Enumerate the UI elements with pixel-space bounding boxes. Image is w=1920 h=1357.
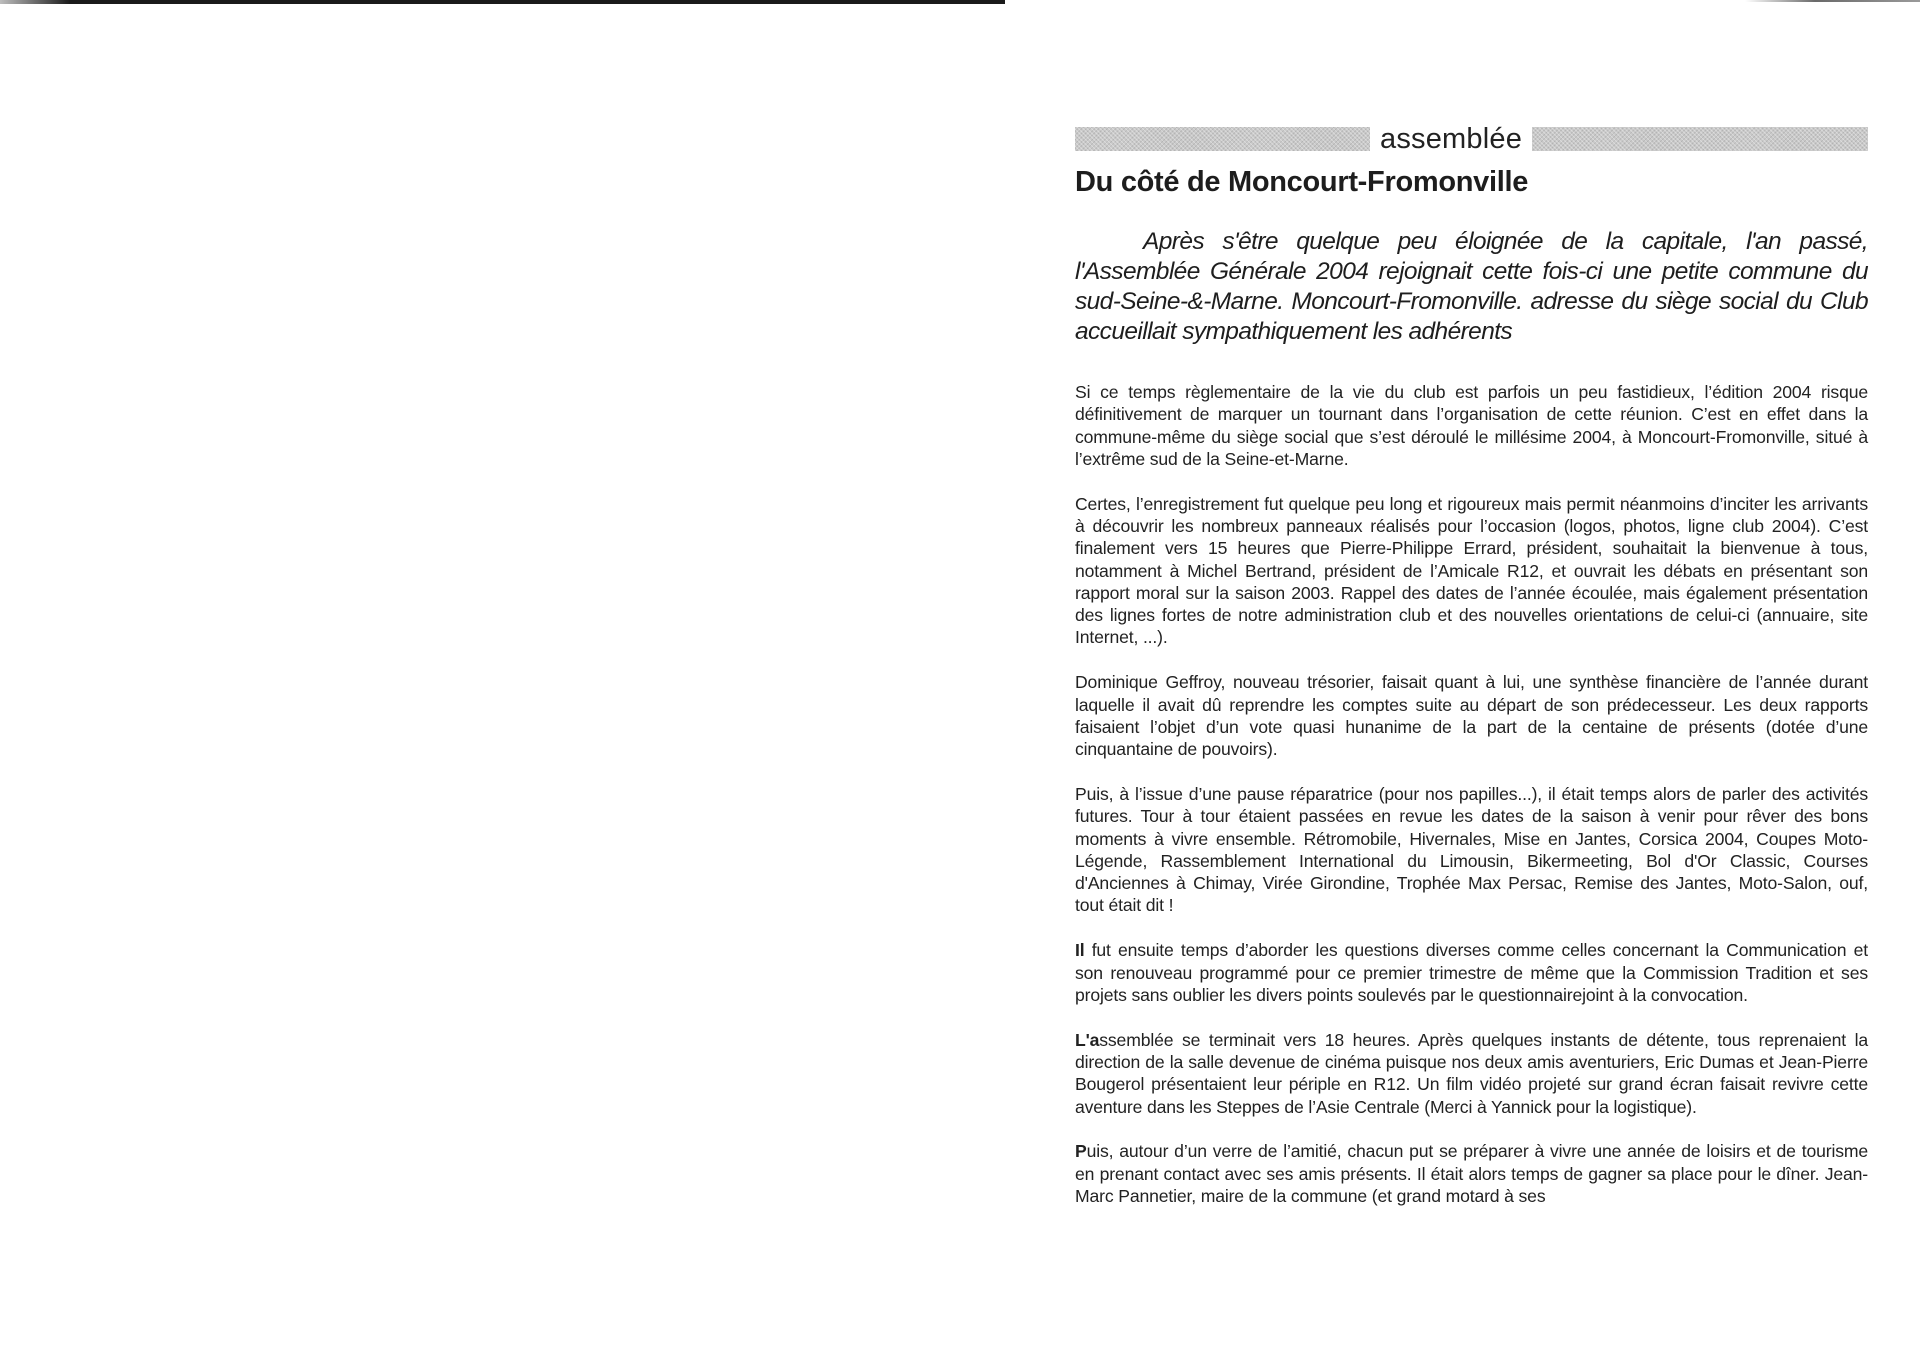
- page-edge-rule-fade: [0, 0, 70, 4]
- article-paragraph: [1075, 1140, 1868, 1207]
- paragraph-text: Puis, à l’issue d’une pause réparatrice (pour nos papilles...), il était temps alors de parler des activités futures. Tour à tour étaient passées en revue les dates de la saison à venir pour rêver des bons moments à vivre ensemble. Rétromobile, Hivernales, Mise en Jantes, Corsica 2004, Coupes Moto-Légende, Rassemblement International du Limousin, Bikermeeting, Bol d'Or Classic, Courses d'Anciennes à Chimay, Virée Girondine, Trophée Max Persac, Remise des Jantes, Moto-Salon, ouf, tout était dit !: [1075, 783, 1868, 916]
- article-lede: Après s'être quelque peu éloignée de la capitale, l'an passé, l'Assemblée Générale 2004 rejoignait cette fois-ci une petite commune du sud-Seine-&-Marne. Moncourt-Fromonville. adresse du siège social du Club accueillait sympathiquement les adhérents: [1075, 228, 1868, 345]
- article-paragraph: [1075, 381, 1868, 470]
- section-bar-left: [1075, 127, 1370, 151]
- article-paragraph: [1075, 783, 1868, 917]
- section-header: [1075, 122, 1868, 156]
- paragraph-text: Certes, l’enregistrement fut quelque peu long et rigoureux mais permit néanmoins d’inciter les arrivants à découvrir les nombreux panneaux réalisés pour l’occasion (logos, photos, ligne club 2004). C’est finalement vers 15 heures que Pierre-Philippe Errard, président, souhaitait la bienvenue à tous, notamment à Michel Bertrand, président de l’Amicale R12, et ouvrait les débats en présentant son rapport moral sur la saison 2003. Rappel des dates de l’année écoulée, mais également présentation des lignes fortes de notre administration club et des nouvelles orientations de celui-ci (annuaire, site Internet, ...).: [1075, 493, 1868, 648]
- article-title: Du côté de Moncourt-Fromonville: [1075, 166, 1529, 198]
- section-bar-right: [1532, 127, 1868, 151]
- paragraph-lead: L'a: [1075, 1029, 1100, 1050]
- article-column: [1075, 122, 1868, 1207]
- page-edge-rule-left: [0, 0, 1005, 4]
- article-paragraph: [1075, 939, 1868, 1006]
- paragraph-text: fut ensuite temps d’aborder les questions diverses comme celles concernant la Communication et son renouveau programmé pour ce premier trimestre de même que la Commission Tradition et ses projets sans oublier les divers points soulevés par le questionnairejoint à la convocation.: [1075, 940, 1868, 1005]
- paragraph-text: Dominique Geffroy, nouveau trésorier, faisait quant à lui, une synthèse financière de l’année durant laquelle il avait dû reprendre les comptes suite au départ de son prédecesseur. Les deux rapports faisaient l’objet d’un vote quasi hunanime de la part de la centaine de présents (dotée d’une cinquantaine de pouvoirs).: [1075, 672, 1868, 760]
- paragraph-text: Si ce temps règlementaire de la vie du club est parfois un peu fastidieux, l’édition 2004 risque définitivement de marquer un tournant dans l’organisation de cette réunion. C’est en effet dans la commune-même du siège social que s’est déroulé le millésime 2004, à Moncourt-Fromonville, situé à l’extrême sud de la Seine-et-Marne.: [1075, 382, 1868, 469]
- page-edge-rule-right: [1745, 0, 1920, 2]
- paragraph-text: uis, autour d’un verre de l’amitié, chacun put se préparer à vivre une année de loisirs et de tourisme en prenant contact avec ses amis présents. Il était alors temps de gagner sa place pour le dîner. Jean-Marc Pannetier, maire de la commune (et grand motard à ses: [1075, 1141, 1868, 1206]
- paragraph-lead: Il: [1075, 940, 1085, 961]
- section-label: assemblée: [1380, 123, 1523, 155]
- article-paragraph: [1075, 671, 1868, 760]
- article-paragraph: [1075, 1029, 1868, 1118]
- article-paragraph: [1075, 493, 1868, 649]
- paragraph-lead: P: [1075, 1141, 1087, 1162]
- paragraph-text: ssemblée se terminait vers 18 heures. Après quelques instants de détente, tous reprenaient la direction de la salle devenue de cinéma puisque nos deux amis aventuriers, Eric Dumas et Jean-Pierre Bougerol présentaient leur périple en R12. Un film vidéo projeté sur grand écran faisait revivre cette aventure dans les Steppes de l’Asie Centrale (Merci à Yannick pour la logistique).: [1075, 1029, 1868, 1117]
